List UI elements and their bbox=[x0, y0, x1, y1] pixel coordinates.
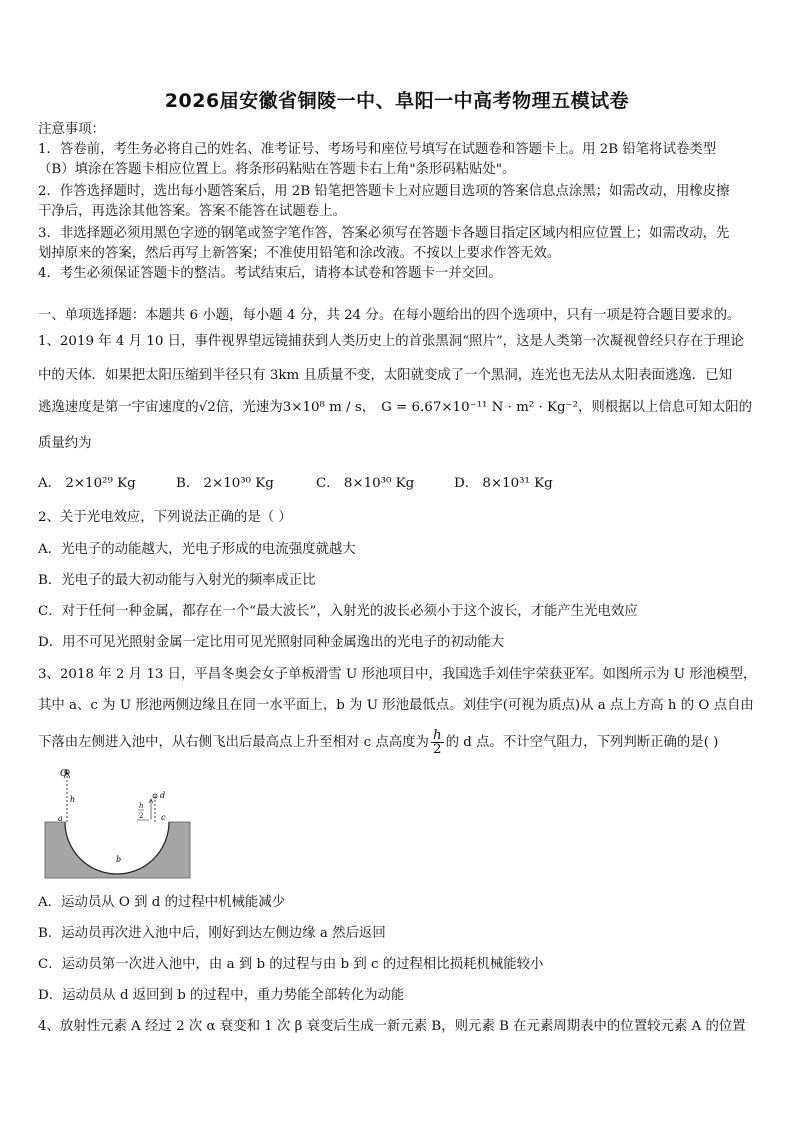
label-h: h bbox=[70, 795, 76, 804]
notice-line-6: 划掉原来的答案，然后再写上新答案；不准使用铅笔和涂改液。不按以上要求作答无效。 bbox=[38, 246, 561, 261]
u-pool-diagram bbox=[40, 762, 200, 882]
q3-text-a: 下落由左侧进入池中，从右侧飞出后最高点上升至相对 c 点高度为 bbox=[38, 735, 429, 750]
q3-line-2: 其中 a、c 为 U 形池两侧边缘且在同一水平面上，b 为 U 形池最低点。刘佳宇(可视为质点)从 a 点上方高 h 的 O 点自由 bbox=[38, 698, 754, 713]
q2-option-a: A．光电子的动能越大，光电子形成的电流强度就越大 bbox=[38, 542, 356, 557]
q1-line-2: 中的天体．如果把太阳压缩到半径只有 3km 且质量不变，太阳就变成了一个黑洞，连光也无法从太阳表面逃逸．已知 bbox=[38, 368, 732, 383]
q1-line-1: 1、2019 年 4 月 10 日，事件视界望远镜捕获到人类历史上的首张黑洞“照片”，这是人类第一次凝视曾经只存在于理论 bbox=[38, 334, 744, 349]
q3-option-c: C．运动员第一次进入池中，由 a 到 b 的过程与由 b 到 c 的过程相比损耗机械能较小 bbox=[38, 957, 544, 972]
label-half-h-numerator: h bbox=[139, 802, 144, 810]
q3-fraction-denominator: 2 bbox=[433, 742, 442, 757]
q1-text-d: ，则根据以上信息可知太阳的 bbox=[578, 400, 753, 415]
label-a: a bbox=[58, 814, 63, 823]
section-heading: 一、单项选择题：本题共 6 小题，每小题 4 分，共 24 分。在每小题给出的四个选项中，只有一项是符合题目要求的。 bbox=[38, 308, 741, 323]
q1-option-c: C． 8×10³⁰ Kg bbox=[316, 476, 415, 491]
q3-text-b: 的 d 点。不计空气阻力，下列判断正确的是( ) bbox=[445, 735, 719, 750]
q3-fraction-numerator: h bbox=[432, 728, 442, 743]
q1-gravity-constant: G = 6.67×10⁻¹¹ N · m² · Kg⁻² bbox=[381, 400, 578, 415]
label-half-h-denominator: 2 bbox=[139, 812, 144, 820]
q1-text-b: 倍，光速为 bbox=[215, 400, 283, 415]
notice-heading: 注意事项： bbox=[38, 122, 105, 137]
label-d: d bbox=[160, 791, 166, 800]
notice-line-1: 1．答卷前，考生务必将自己的姓名、准考证号、考场号和座位号填写在试题卷和答题卡上。用 2B 铅笔将试卷类型 bbox=[38, 142, 717, 157]
notice-line-5: 3．非选择题必须用黑色字迹的钢笔或签字笔作答，答案必须写在答题卡各题目指定区域内相应位置上；如需改动，先 bbox=[38, 226, 730, 241]
notice-line-2: （B）填涂在答题卡相应位置上。将条形码粘贴在答题卡右上角"条形码粘贴处"。 bbox=[38, 162, 516, 177]
q1-line-4: 质量约为 bbox=[38, 436, 92, 451]
q1-option-a: A． 2×10²⁹ Kg bbox=[38, 476, 136, 491]
q3-line-1: 3、2018 年 2 月 13 日，平昌冬奥会女子单板滑雪 U 形池项目中，我国选手刘佳宇荣获亚军。如图所示为 U 形池模型， bbox=[38, 667, 757, 682]
q3-option-a: A．运动员从 O 到 d 的过程中机械能减少 bbox=[38, 895, 286, 910]
q2-option-d: D．用不可见光照射金属一定比用可见光照射同种金属逸出的光电子的初动能大 bbox=[38, 635, 505, 650]
q2-option-b: B．光电子的最大初动能与入射光的频率成正比 bbox=[38, 573, 316, 588]
q2-stem: 2、关于光电效应，下列说法正确的是（ ） bbox=[38, 510, 292, 525]
label-b: b bbox=[116, 855, 122, 864]
label-o: O bbox=[60, 769, 68, 779]
q3-option-b: B．运动员再次进入池中后，刚好到达左侧边缘 a 然后返回 bbox=[38, 926, 386, 941]
q4-line-1: 4、放射性元素 A 经过 2 次 α 衰变和 1 次 β 衰变后生成一新元素 B，则元素 B 在元素周期表中的位置较元素 A 的位置 bbox=[38, 1019, 746, 1034]
q2-option-c: C．对于任何一种金属，都存在一个“最大波长”，入射光的波长必须小于这个波长，才能产生光电效应 bbox=[38, 604, 638, 619]
notice-line-3: 2．作答选择题时，选出每小题答案后，用 2B 铅笔把答题卡上对应题目选项的答案信息点涂黑；如需改动，用橡皮擦 bbox=[38, 184, 730, 199]
label-c: c bbox=[161, 813, 166, 822]
q1-text-a: 逃逸速度是第一宇宙速度的 bbox=[38, 400, 199, 415]
q1-light-speed: 3×10⁸ m / s bbox=[282, 400, 362, 415]
q1-option-b: B． 2×10³⁰ Kg bbox=[176, 476, 274, 491]
q1-option-d: D． 8×10³¹ Kg bbox=[454, 476, 553, 491]
q1-sqrt2: √2 bbox=[198, 400, 216, 415]
q1-line-3 bbox=[38, 398, 760, 418]
q3-option-d: D．运动员从 d 返回到 b 的过程中，重力势能全部转化为动能 bbox=[38, 988, 405, 1003]
notice-line-4: 干净后，再选涂其他答案。答案不能答在试题卷上。 bbox=[38, 204, 346, 219]
notice-line-7: 4．考生必须保证答题卡的整洁。考试结束后，请将本试卷和答题卡一并交回。 bbox=[38, 266, 502, 281]
q1-text-c: ， bbox=[361, 400, 376, 415]
q3-line-3 bbox=[38, 728, 760, 762]
exam-title: 2026届安徽省铜陵一中、阜阳一中高考物理五模试卷 bbox=[164, 90, 630, 112]
q3-half-h-fraction bbox=[431, 729, 444, 756]
